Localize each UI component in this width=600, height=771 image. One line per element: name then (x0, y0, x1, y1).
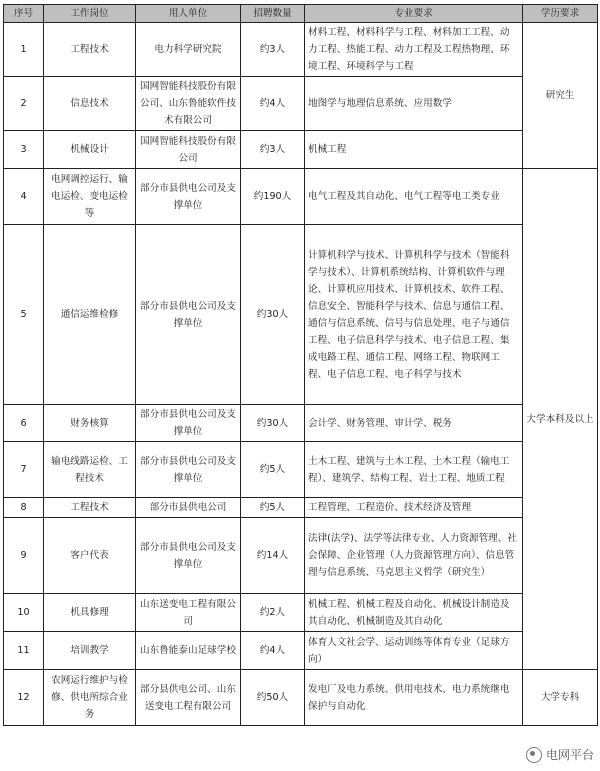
row-post: 财务核算 (44, 405, 136, 442)
row-post: 机械设计 (44, 131, 136, 169)
table-row (4, 23, 598, 77)
header-major: 专业要求 (305, 5, 523, 23)
row-unit: 部分市县供电公司及支撑单位 (136, 442, 241, 498)
table-row (4, 169, 598, 225)
row-no: 8 (4, 498, 44, 518)
row-major: 发电厂及电力系统、供用电技术、电力系统继电保护与自动化 (305, 670, 523, 726)
table-row (4, 670, 598, 726)
row-count: 约4人 (241, 632, 305, 670)
row-unit: 部分市县供电公司及支撑单位 (136, 405, 241, 442)
row-post: 通信运维检修 (44, 225, 136, 405)
table-row (4, 405, 598, 442)
row-major: 机械工程 (305, 131, 523, 169)
row-post: 信息技术 (44, 77, 136, 131)
row-count: 约50人 (241, 670, 305, 726)
row-post: 工程技术 (44, 498, 136, 518)
row-no: 7 (4, 442, 44, 498)
row-major: 地图学与地理信息系统、应用数学 (305, 77, 523, 131)
row-no: 1 (4, 23, 44, 77)
row-unit: 部分市县供电公司及支撑单位 (136, 169, 241, 225)
row-post: 机具修理 (44, 594, 136, 632)
row-major: 土木工程、建筑与土木工程、土木工程（输电工程）、建筑学、结构工程、岩土工程、地质工程 (305, 442, 523, 498)
row-unit: 山东送变电工程有限公司 (136, 594, 241, 632)
table-row (4, 225, 598, 405)
row-post: 客户代表 (44, 518, 136, 594)
wechat-icon (526, 747, 542, 763)
row-count: 约14人 (241, 518, 305, 594)
row-unit: 部分市县供电公司 (136, 498, 241, 518)
watermark (526, 746, 594, 763)
row-major: 电气工程及其自动化、电气工程等电工类专业 (305, 169, 523, 225)
row-unit: 部分市县供电公司及支撑单位 (136, 225, 241, 405)
row-major: 机械工程、机械工程及自动化、机械设计制造及其自动化、机械制造及其自动化 (305, 594, 523, 632)
row-major: 法律(法学)、法学等法律专业、人力资源管理、社会保障、企业管理（人力资源管理方向）、信息管理与信息系统、马克思主义哲学（研究生） (305, 518, 523, 594)
header-post: 工作岗位 (44, 5, 136, 23)
row-no: 4 (4, 169, 44, 225)
row-count: 约3人 (241, 23, 305, 77)
education-graduate: 研究生 (523, 23, 598, 169)
row-count: 约3人 (241, 131, 305, 169)
row-major: 工程管理、工程造价、技术经济及管理 (305, 498, 523, 518)
row-major: 体育人文社会学、运动训练等体育专业（足球方向） (305, 632, 523, 670)
row-no: 6 (4, 405, 44, 442)
row-no: 9 (4, 518, 44, 594)
row-major: 计算机科学与技术、计算机科学与技术（智能科学与技术）、计算机系统结构、计算机软件与理论、计算机应用技术、计算机技术、软件工程、信息安全、智能科学与技术、信息与通信工程、通信与信息系统、信号与信息处理、电子与通信工程、电子信息科学与技术、电子信息工程、集成电路工程、通信工程、网络工程、物联网工程、电子信息工程、电子科学与技术 (305, 225, 523, 405)
table-row (4, 594, 598, 632)
row-no: 10 (4, 594, 44, 632)
row-no: 2 (4, 77, 44, 131)
table-row (4, 442, 598, 498)
table-row (4, 498, 598, 518)
row-major: 材料工程、材料科学与工程、材料加工工程、动力工程、热能工程、动力工程及工程热物理、环境工程、环境科学与工程 (305, 23, 523, 77)
watermark-text: 电网平台 (545, 748, 594, 762)
row-count: 约190人 (241, 169, 305, 225)
row-unit: 电力科学研究院 (136, 23, 241, 77)
row-count: 约2人 (241, 594, 305, 632)
table-row (4, 77, 598, 131)
education-bachelor: 大学本科及以上 (523, 169, 598, 670)
header-education: 学历要求 (523, 5, 598, 23)
row-no: 12 (4, 670, 44, 726)
row-no: 3 (4, 131, 44, 169)
row-post: 培训教学 (44, 632, 136, 670)
row-no: 5 (4, 225, 44, 405)
row-post: 输电线路运检、工程技术 (44, 442, 136, 498)
table-row (4, 131, 598, 169)
row-post: 农网运行维护与检修、供电所综合业务 (44, 670, 136, 726)
header-no: 序号 (4, 5, 44, 23)
row-count: 约5人 (241, 498, 305, 518)
education-college: 大学专科 (523, 670, 598, 726)
row-count: 约30人 (241, 405, 305, 442)
row-unit: 部分市县供电公司及支撑单位 (136, 518, 241, 594)
row-post: 电网调控运行、输电运检、变电运检等 (44, 169, 136, 225)
header-row (4, 5, 598, 23)
recruitment-table (3, 4, 598, 726)
row-unit: 国网智能科技股份有限公司、山东鲁能软件技术有限公司 (136, 77, 241, 131)
table-row (4, 518, 598, 594)
header-unit: 用人单位 (136, 5, 241, 23)
row-count: 约30人 (241, 225, 305, 405)
row-count: 约5人 (241, 442, 305, 498)
row-no: 11 (4, 632, 44, 670)
table-row (4, 632, 598, 670)
header-count: 招聘数量 (241, 5, 305, 23)
row-count: 约4人 (241, 77, 305, 131)
row-unit: 山东鲁能泰山足球学校 (136, 632, 241, 670)
row-unit: 部分县供电公司、山东送变电工程有限公司 (136, 670, 241, 726)
row-major: 会计学、财务管理、审计学、税务 (305, 405, 523, 442)
row-unit: 国网智能科技股份有限公司 (136, 131, 241, 169)
row-post: 工程技术 (44, 23, 136, 77)
